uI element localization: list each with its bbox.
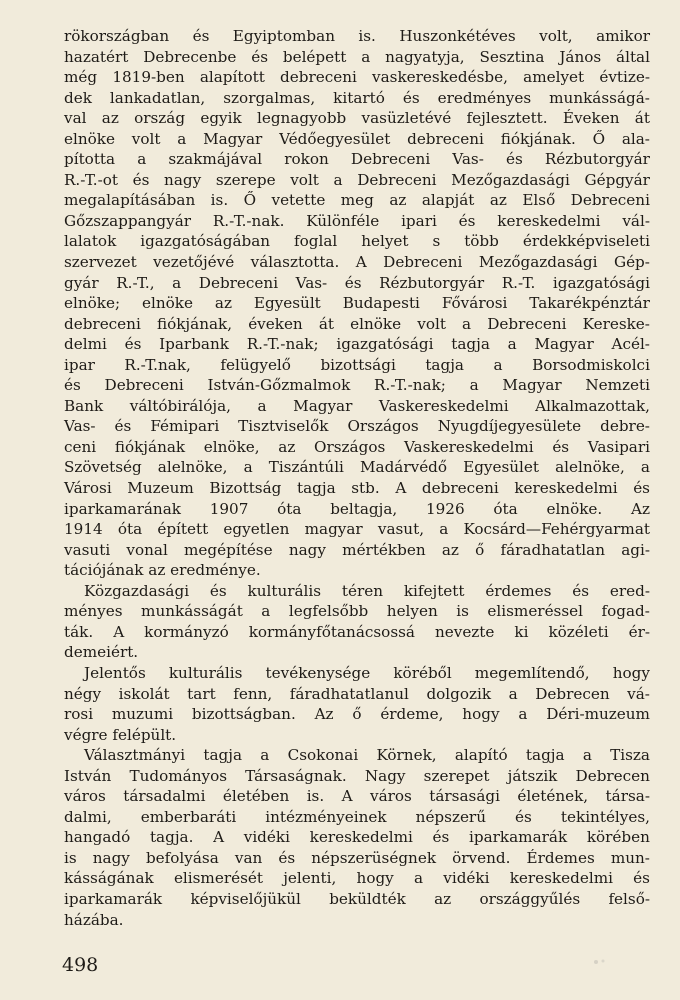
text-line: gyár R.-T., a Debreceni Vas- és Rézbutorgyár R.-T. igazgatósági — [64, 273, 650, 292]
text-line: ceni fiókjának elnöke, az Országos Vaskereskedelmi és Vasipari — [64, 437, 650, 456]
text-line: lalatok igazgatóságában foglal helyet s több érdekképviseleti — [64, 232, 650, 251]
text-line: város társadalmi életében is. A város társasági életének, társa- — [64, 787, 650, 806]
text-line: R.-T.-ot és nagy szerepe volt a Debreceni Mezőgazdasági Gépgyár — [64, 170, 650, 189]
text-line: Gőzszappangyár R.-T.-nak. Különféle ipari és kereskedelmi vál- — [64, 211, 650, 230]
text-line: ták. A kormányzó kormányfőtanácsossá nevezte ki közéleti ér- — [64, 622, 650, 641]
text-line: delmi és Iparbank R.-T.-nak; igazgatósági tagja a Magyar Acél- — [64, 335, 650, 354]
text-line: is nagy befolyása van és népszerüségnek örvend. Érdemes mun- — [64, 848, 650, 867]
corner-smudge — [590, 956, 610, 968]
text-line: iparkamarák képviselőjükül beküldték az országgyűlés felső- — [64, 889, 650, 908]
text-line: végre felépült. — [64, 725, 177, 744]
text-line: Közgazdasági és kulturális téren kifejtett érdemes és ered- — [84, 581, 650, 600]
text-line: Választmányi tagja a Csokonai Körnek, alapító tagja a Tisza — [84, 746, 650, 765]
text-line: és Debreceni István-Gőzmalmok R.-T.-nak; a Magyar Nemzeti — [64, 376, 650, 395]
text-line: szervezet vezetőjévé választotta. A Debreceni Mezőgazdasági Gép- — [64, 253, 650, 272]
text-line: házába. — [64, 910, 124, 929]
body-text — [64, 26, 650, 930]
text-line: debreceni fiókjának, éveken át elnöke volt a Debreceni Kereske- — [64, 314, 650, 333]
page-number: 498 — [62, 954, 99, 976]
text-line: Városi Muzeum Bizottság tagja stb. A debreceni kereskedelmi és — [64, 479, 650, 498]
text-line: négy iskolát tart fenn, fáradhatatlanul dolgozik a Debrecen vá- — [64, 684, 650, 703]
text-line: Bank váltóbirálója, a Magyar Vaskereskedelmi Alkalmazottak, — [64, 396, 650, 415]
text-line: dalmi, emberbaráti intézményeinek népszerű és tekintélyes, — [64, 807, 650, 826]
text-line: rökországban és Egyiptomban is. Huszonkétéves volt, amikor — [64, 27, 650, 45]
text-line: rosi muzumi bizottságban. Az ő érdeme, hogy a Déri-muzeum — [64, 705, 650, 724]
text-line: István Tudományos Társaságnak. Nagy szerepet játszik Debrecen — [64, 766, 650, 785]
text-line: ipar R.-T.nak, felügyelő bizottsági tagja a Borsodmiskolci — [64, 355, 650, 374]
text-line: Jelentős kulturális tevékenysége köréből megemlítendő, hogy — [84, 663, 650, 682]
text-line: kásságának elismerését jelenti, hogy a vidéki kereskedelmi és — [64, 869, 650, 888]
text-line: Vas- és Fémipari Tisztviselők Országos Nyugdíjegyesülete debre- — [64, 417, 650, 436]
text-line: iparkamarának 1907 óta beltagja, 1926 óta elnöke. Az — [64, 499, 650, 518]
text-line: megalapításában is. Ő vetette meg az alapját az Első Debreceni — [64, 191, 650, 210]
text-line: val az ország egyik legnagyobb vasüzletévé fejlesztett. Éveken át — [64, 109, 650, 128]
text-line: ményes munkásságát a legfelsőbb helyen is elismeréssel fogad- — [64, 602, 650, 621]
text-line: Szövetség alelnöke, a Tiszántúli Madárvédő Egyesület alelnöke, a — [64, 458, 650, 477]
text-line: pította a szakmájával rokon Debreceni Vas- és Rézbutorgyár — [64, 150, 650, 169]
text-line: demeiért. — [64, 643, 139, 662]
text-line: még 1819-ben alapított debreceni vaskereskedésbe, amelyet évtize- — [64, 68, 650, 87]
text-line: elnöke; elnöke az Egyesült Budapesti Fővárosi Takarékpénztár — [64, 294, 650, 313]
text-line: vasuti vonal megépítése nagy mértékben az ő fáradhatatlan agi- — [64, 540, 650, 559]
text-line: elnöke volt a Magyar Védőegyesület debreceni fiókjának. Ő ala- — [64, 129, 650, 148]
text-line: tációjának az eredménye. — [64, 561, 261, 580]
text-line: 1914 óta épített egyetlen magyar vasut, a Kocsárd—Fehérgyarmat — [64, 520, 650, 539]
text-line: hazatért Debrecenbe és belépett a nagyatyja, Sesztina János által — [64, 47, 650, 66]
text-line: hangadó tagja. A vidéki kereskedelmi és iparkamarák körében — [64, 828, 650, 847]
text-line: dek lankadatlan, szorgalmas, kitartó és eredményes munkásságá- — [64, 88, 650, 107]
